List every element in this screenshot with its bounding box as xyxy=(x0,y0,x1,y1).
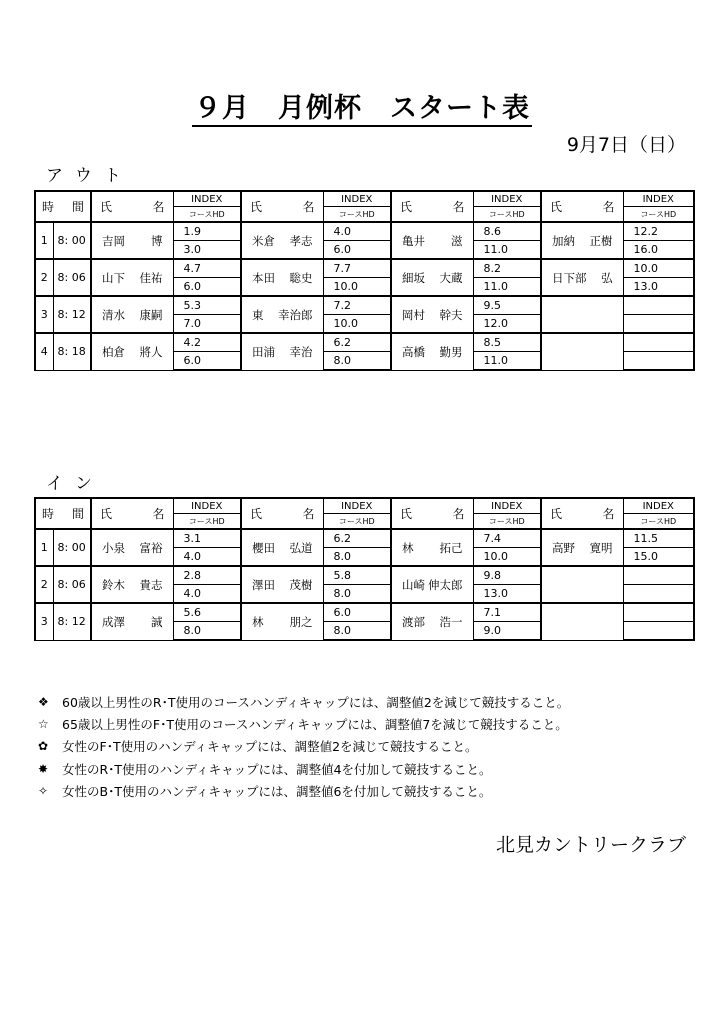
player-name xyxy=(541,529,623,566)
event-date: 9月7日（日） xyxy=(566,134,686,156)
player-course-hd: 16.0 xyxy=(623,241,694,260)
note-text: 女性のF･T使用のハンディキャップには、調整値2を減じて競技すること。 xyxy=(62,739,478,755)
name-header-char-2: 名 xyxy=(302,507,315,521)
note-text: 女性のR･T使用のハンディキャップには、調整値4を付加して競技すること。 xyxy=(62,761,492,777)
name-header-char-1: 氏 xyxy=(400,507,413,521)
tee-time: 8: 00 xyxy=(53,222,91,259)
player-index: 6.2 xyxy=(323,333,391,352)
name-header xyxy=(241,498,323,529)
player-last-name: 高野 xyxy=(552,540,575,555)
player-name xyxy=(391,259,473,296)
player-first-name: 幸治 xyxy=(289,344,313,359)
name-header-char-2: 名 xyxy=(152,507,165,521)
player-last-name: 櫻田 xyxy=(252,540,275,555)
player-index: 7.1 xyxy=(473,603,541,622)
player-first-name: 拓己 xyxy=(439,540,463,555)
player-first-name: 朋之 xyxy=(289,614,313,629)
player-name xyxy=(541,222,623,259)
player-name xyxy=(241,529,323,566)
index-header: INDEX xyxy=(473,191,541,207)
player-index: 8.5 xyxy=(473,333,541,352)
group-number: 4 xyxy=(35,333,53,370)
player-name xyxy=(241,603,323,640)
player-first-name: 弘 xyxy=(601,270,613,285)
index-header: INDEX xyxy=(473,498,541,514)
player-index: 5.3 xyxy=(173,296,241,315)
player-first-name: 富裕 xyxy=(139,540,163,555)
player-index xyxy=(623,296,694,315)
note-symbol-icon: ✿ xyxy=(38,739,49,754)
player-first-name: 伸太郎 xyxy=(428,577,463,592)
name-header-char-1: 氏 xyxy=(550,200,563,214)
player-course-hd: 10.0 xyxy=(473,548,541,567)
player-last-name: 林 xyxy=(402,540,414,555)
player-course-hd: 9.0 xyxy=(473,622,541,641)
player-index xyxy=(623,333,694,352)
name-header xyxy=(541,498,623,529)
course-hd-header: コースHD xyxy=(623,514,694,530)
name-header-char-1: 氏 xyxy=(400,200,413,214)
out-start-table xyxy=(34,190,695,371)
group-number: 2 xyxy=(35,566,53,603)
in-start-table xyxy=(34,497,695,641)
player-course-hd xyxy=(623,352,694,371)
player-index: 4.2 xyxy=(173,333,241,352)
player-index: 12.2 xyxy=(623,222,694,241)
player-first-name: 博 xyxy=(151,233,163,248)
player-last-name: 渡部 xyxy=(402,614,425,629)
player-first-name: 幸治郎 xyxy=(278,307,313,322)
player-last-name: 米倉 xyxy=(252,233,275,248)
player-index xyxy=(623,566,694,585)
player-last-name: 日下部 xyxy=(552,270,587,285)
player-last-name: 柏倉 xyxy=(102,344,125,359)
player-name xyxy=(91,222,173,259)
player-first-name: 浩一 xyxy=(439,614,463,629)
name-header xyxy=(241,191,323,222)
player-name xyxy=(541,603,623,640)
player-first-name: 康嗣 xyxy=(139,307,163,322)
course-hd-header: コースHD xyxy=(473,514,541,530)
time-header-char-1: 時 xyxy=(42,507,55,521)
player-last-name: 岡村 xyxy=(402,307,425,322)
player-index: 10.0 xyxy=(623,259,694,278)
player-index: 5.6 xyxy=(173,603,241,622)
player-index: 4.0 xyxy=(323,222,391,241)
course-hd-header: コースHD xyxy=(473,207,541,223)
title-text: ９月 月例杯 スタート表 xyxy=(192,93,532,127)
group-number: 1 xyxy=(35,529,53,566)
name-header-char-1: 氏 xyxy=(100,200,113,214)
player-first-name: 誠 xyxy=(151,614,163,629)
player-index: 4.7 xyxy=(173,259,241,278)
name-header-char-1: 氏 xyxy=(250,200,263,214)
name-header-char-2: 名 xyxy=(152,200,165,214)
index-header: INDEX xyxy=(623,498,694,514)
player-course-hd: 11.0 xyxy=(473,278,541,297)
player-course-hd: 13.0 xyxy=(473,585,541,604)
name-header-char-2: 名 xyxy=(302,200,315,214)
player-last-name: 清水 xyxy=(102,307,125,322)
player-name xyxy=(91,529,173,566)
player-first-name: 孝志 xyxy=(289,233,313,248)
index-header: INDEX xyxy=(173,498,241,514)
course-hd-header: コースHD xyxy=(623,207,694,223)
player-last-name: 本田 xyxy=(252,270,275,285)
player-first-name: 貴志 xyxy=(139,577,163,592)
player-course-hd xyxy=(623,585,694,604)
player-course-hd: 15.0 xyxy=(623,548,694,567)
player-index: 8.6 xyxy=(473,222,541,241)
player-course-hd: 11.0 xyxy=(473,241,541,260)
player-last-name: 澤田 xyxy=(252,577,275,592)
player-course-hd: 6.0 xyxy=(173,352,241,371)
player-first-name: 滋 xyxy=(451,233,463,248)
player-first-name: 將人 xyxy=(139,344,163,359)
player-index: 7.7 xyxy=(323,259,391,278)
player-first-name: 寛明 xyxy=(589,540,613,555)
course-hd-header: コースHD xyxy=(323,207,391,223)
player-name xyxy=(391,603,473,640)
player-name xyxy=(541,566,623,603)
player-last-name: 田浦 xyxy=(252,344,275,359)
time-header xyxy=(35,498,91,529)
player-name xyxy=(91,296,173,333)
name-header-char-2: 名 xyxy=(602,200,615,214)
note-item xyxy=(38,758,569,780)
player-course-hd: 8.0 xyxy=(323,585,391,604)
notes-list xyxy=(38,691,569,802)
name-header-char-2: 名 xyxy=(452,200,465,214)
player-last-name: 加納 xyxy=(552,233,575,248)
name-header-char-1: 氏 xyxy=(100,507,113,521)
player-name xyxy=(241,259,323,296)
player-course-hd: 11.0 xyxy=(473,352,541,371)
note-symbol-icon: ☆ xyxy=(38,717,49,732)
course-hd-header: コースHD xyxy=(173,514,241,530)
player-index: 11.5 xyxy=(623,529,694,548)
player-name xyxy=(541,259,623,296)
player-first-name: 勤男 xyxy=(439,344,463,359)
player-name xyxy=(541,333,623,370)
player-name xyxy=(391,296,473,333)
group-number: 2 xyxy=(35,259,53,296)
player-index: 6.2 xyxy=(323,529,391,548)
player-last-name: 鈴木 xyxy=(102,577,125,592)
name-header xyxy=(391,498,473,529)
player-index: 5.8 xyxy=(323,566,391,585)
player-last-name: 亀井 xyxy=(402,233,425,248)
note-text: 60歳以上男性のR･T使用のコースハンディキャップには、調整値2を減じて競技すること。 xyxy=(62,695,570,711)
time-header-char-1: 時 xyxy=(42,200,55,214)
index-header: INDEX xyxy=(323,191,391,207)
player-index: 1.9 xyxy=(173,222,241,241)
player-course-hd: 8.0 xyxy=(323,622,391,641)
time-header-char-2: 間 xyxy=(71,200,84,214)
index-header: INDEX xyxy=(173,191,241,207)
club-name: 北見カントリークラブ xyxy=(495,834,686,856)
player-first-name: 佳祐 xyxy=(139,270,163,285)
player-course-hd: 7.0 xyxy=(173,315,241,334)
player-last-name: 山崎 xyxy=(402,577,425,592)
player-index: 6.0 xyxy=(323,603,391,622)
tee-time: 8: 18 xyxy=(53,333,91,370)
player-course-hd: 13.0 xyxy=(623,278,694,297)
player-name xyxy=(91,566,173,603)
player-name xyxy=(241,333,323,370)
name-header xyxy=(91,498,173,529)
player-name xyxy=(391,566,473,603)
player-index: 9.8 xyxy=(473,566,541,585)
page-title xyxy=(0,86,724,125)
tee-time: 8: 12 xyxy=(53,296,91,333)
player-last-name: 細坂 xyxy=(402,270,425,285)
player-name xyxy=(541,296,623,333)
note-item xyxy=(38,691,569,713)
note-symbol-icon: ❖ xyxy=(38,695,49,710)
course-hd-header: コースHD xyxy=(173,207,241,223)
player-course-hd: 12.0 xyxy=(473,315,541,334)
player-first-name: 茂樹 xyxy=(289,577,313,592)
note-item xyxy=(38,713,569,735)
player-course-hd: 6.0 xyxy=(323,241,391,260)
name-header xyxy=(91,191,173,222)
player-course-hd: 10.0 xyxy=(323,315,391,334)
name-header-char-1: 氏 xyxy=(550,507,563,521)
player-name xyxy=(91,603,173,640)
player-course-hd xyxy=(623,315,694,334)
note-item xyxy=(38,780,569,802)
player-index: 2.8 xyxy=(173,566,241,585)
name-header-char-1: 氏 xyxy=(250,507,263,521)
player-last-name: 小泉 xyxy=(102,540,125,555)
index-header: INDEX xyxy=(323,498,391,514)
index-header: INDEX xyxy=(623,191,694,207)
player-last-name: 成澤 xyxy=(102,614,125,629)
player-course-hd: 10.0 xyxy=(323,278,391,297)
player-index xyxy=(623,603,694,622)
name-header xyxy=(391,191,473,222)
player-index: 3.1 xyxy=(173,529,241,548)
player-first-name: 正樹 xyxy=(589,233,613,248)
player-first-name: 弘道 xyxy=(289,540,313,555)
in-section-label: イン xyxy=(46,474,104,494)
player-name xyxy=(391,529,473,566)
name-header-char-2: 名 xyxy=(602,507,615,521)
player-index: 9.5 xyxy=(473,296,541,315)
player-course-hd: 6.0 xyxy=(173,278,241,297)
player-name xyxy=(241,566,323,603)
note-text: 女性のB･T使用のハンディキャップには、調整値6を付加して競技すること。 xyxy=(62,783,492,799)
player-index: 7.4 xyxy=(473,529,541,548)
player-name xyxy=(91,333,173,370)
note-symbol-icon: ✸ xyxy=(38,761,49,776)
player-course-hd: 8.0 xyxy=(173,622,241,641)
time-header-char-2: 間 xyxy=(71,507,84,521)
player-last-name: 林 xyxy=(252,614,264,629)
player-course-hd: 8.0 xyxy=(323,548,391,567)
player-course-hd: 4.0 xyxy=(173,585,241,604)
player-last-name: 東 xyxy=(252,307,264,322)
player-last-name: 高橋 xyxy=(402,344,425,359)
player-first-name: 聡史 xyxy=(289,270,313,285)
player-course-hd: 3.0 xyxy=(173,241,241,260)
course-hd-header: コースHD xyxy=(323,514,391,530)
tee-time: 8: 00 xyxy=(53,529,91,566)
player-last-name: 山下 xyxy=(102,270,125,285)
group-number: 1 xyxy=(35,222,53,259)
player-name xyxy=(391,333,473,370)
player-last-name: 吉岡 xyxy=(102,233,125,248)
player-name xyxy=(241,222,323,259)
player-course-hd: 8.0 xyxy=(323,352,391,371)
player-index: 7.2 xyxy=(323,296,391,315)
note-item xyxy=(38,735,569,757)
tee-time: 8: 12 xyxy=(53,603,91,640)
name-header-char-2: 名 xyxy=(452,507,465,521)
tee-time: 8: 06 xyxy=(53,566,91,603)
name-header xyxy=(541,191,623,222)
player-first-name: 大蔵 xyxy=(439,270,463,285)
player-first-name: 幹夫 xyxy=(439,307,463,322)
group-number: 3 xyxy=(35,296,53,333)
out-section-label: アウト xyxy=(46,166,133,186)
note-text: 65歳以上男性のF･T使用のコースハンディキャップには、調整値7を減じて競技すること。 xyxy=(62,717,568,733)
player-name xyxy=(91,259,173,296)
player-course-hd: 4.0 xyxy=(173,548,241,567)
group-number: 3 xyxy=(35,603,53,640)
note-symbol-icon: ✧ xyxy=(38,783,49,798)
player-name xyxy=(391,222,473,259)
time-header xyxy=(35,191,91,222)
tee-time: 8: 06 xyxy=(53,259,91,296)
player-name xyxy=(241,296,323,333)
player-index: 8.2 xyxy=(473,259,541,278)
player-course-hd xyxy=(623,622,694,641)
